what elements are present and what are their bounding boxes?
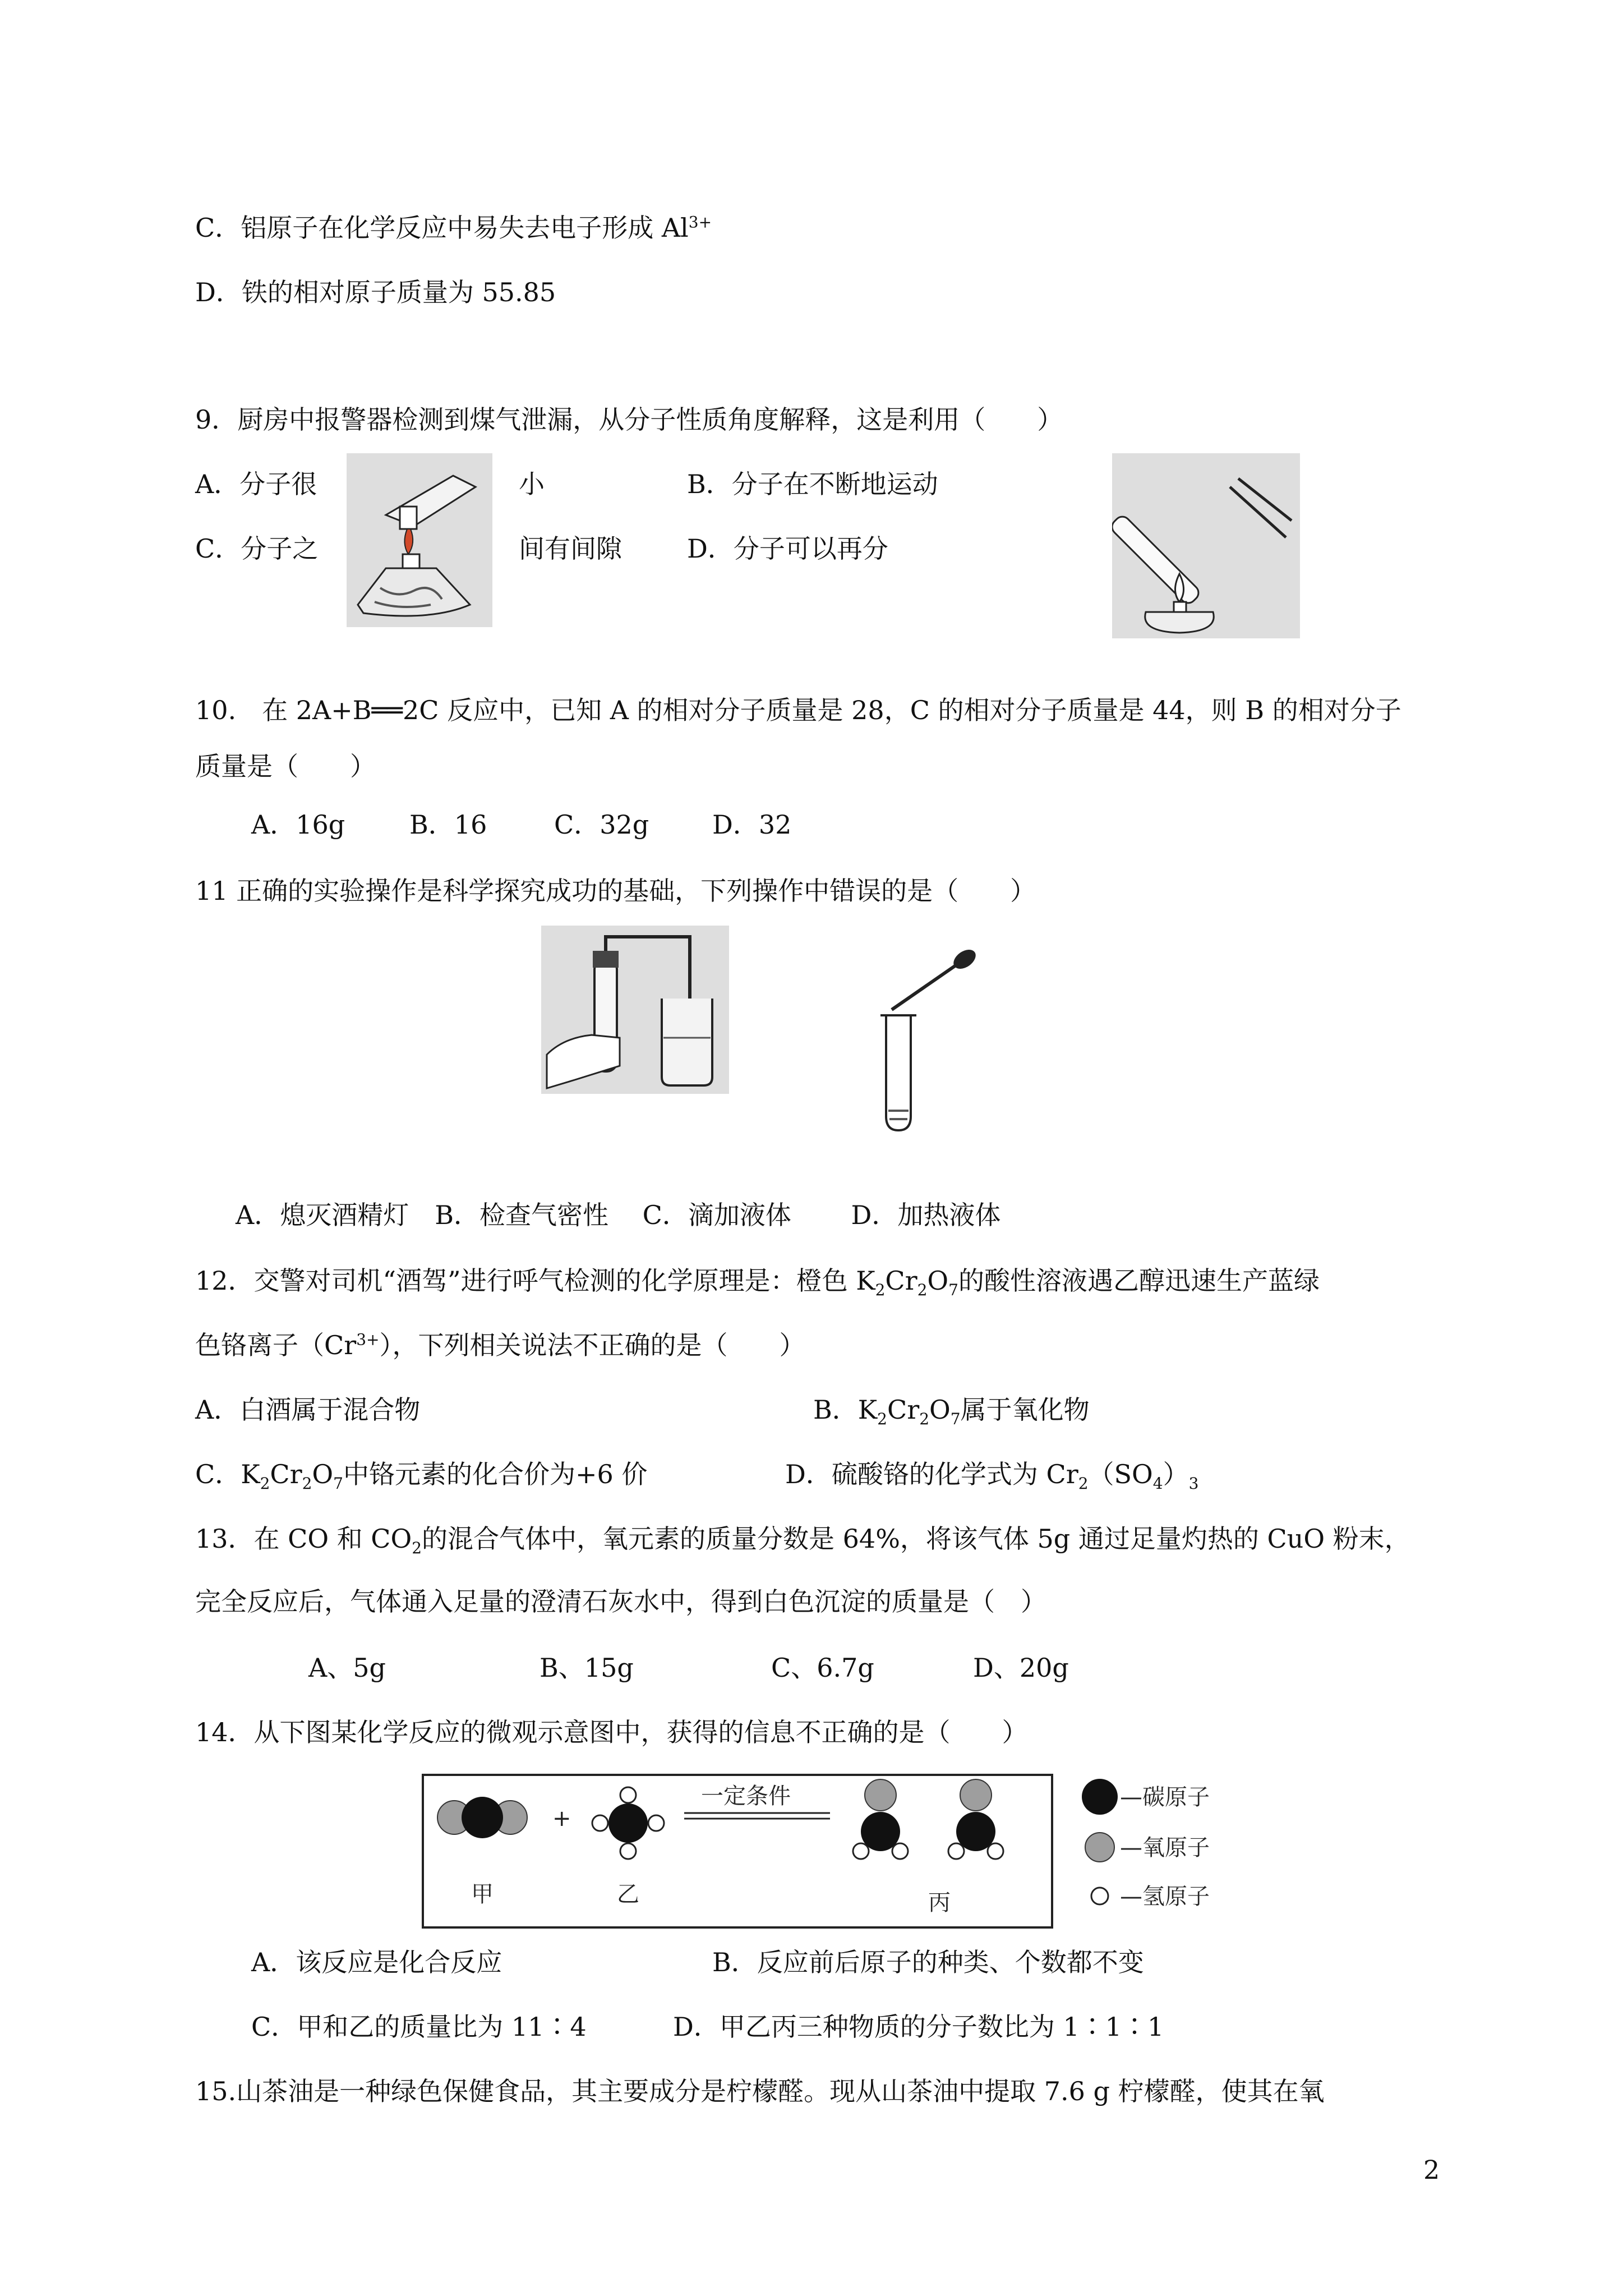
hydrogen-atom-symbol <box>1091 1888 1108 1904</box>
q10-option-d: D．32 <box>712 809 792 840</box>
q11-stem: 11 正确的实验操作是科学探究成功的基础，下列操作中错误的是（ ） <box>195 876 1036 906</box>
q13-line1: 13．在 CO 和 $CO_2$的混合气体中，氧元素的质量分数是 64%，将该气体 5g 通过足量灼热的 CuO 粉末， <box>195 1524 1410 1558</box>
q14-option-c: C．甲和乙的质量比为 11∶4 <box>251 2012 587 2042</box>
reaction-microscopic-diagram <box>421 1773 1054 1930</box>
q12-option-b: B．$K_2Cr_2O_7$属于氧化物 <box>813 1395 1090 1429</box>
reaction-condition: 一定条件 <box>701 1783 791 1809</box>
label-yi: 乙 <box>617 1881 639 1907</box>
q9-option-c: C．分子之 <box>195 533 319 564</box>
q14-stem: 14．从下图某化学反应的微观示意图中，获得的信息不正确的是（ ） <box>195 1717 1028 1747</box>
legend-carbon: —碳原子 <box>1120 1784 1210 1810</box>
q10-stem-line2: 质量是（ ） <box>195 751 376 781</box>
q9-stem: 9．厨房中报警器检测到煤气泄漏，从分子性质角度解释，这是利用（ ） <box>195 404 1063 435</box>
diagram-plus: + <box>552 1806 571 1832</box>
q9-option-a: A．分子很 <box>195 469 317 499</box>
carbon-atom-symbol <box>1082 1779 1118 1815</box>
q12-line2: 色铬离子$(Cr^{3+})$，下列相关说法不正确的是（ ） <box>195 1330 805 1360</box>
q12-line1: 12．交警对司机“酒驾”进行呼气检测的化学原理是：橙色 $K_2Cr_2O_7$的酸性溶液遇乙醇迅速生产蓝绿 <box>195 1266 1320 1300</box>
label-jia: 甲 <box>471 1881 494 1907</box>
page-number: 2 <box>1423 2155 1440 2185</box>
co2-molecule <box>437 1797 527 1838</box>
q10-option-b: B．16 <box>409 809 487 840</box>
q13-option-a: A、5g <box>308 1653 386 1683</box>
label-bing: 丙 <box>928 1890 951 1916</box>
q9-option-d: D．分子可以再分 <box>687 533 888 564</box>
q10-option-a: A．16g <box>251 809 345 840</box>
q10-option-c: C．32g <box>554 809 649 840</box>
q13-option-c: C、6.7g <box>771 1653 874 1683</box>
dropping-liquid-image <box>875 948 981 1139</box>
q12-option-d: D．硫酸铬的化学式为 $Cr_2(SO_4)_3$ <box>785 1459 1199 1493</box>
legend-oxygen: —氧原子 <box>1120 1835 1210 1861</box>
q12-option-c: C．$K_2Cr_2O_7$中铬元素的化合价为+6 价 <box>195 1459 648 1493</box>
q12-option-a: A．白酒属于混合物 <box>195 1395 421 1425</box>
q14-option-b: B．反应前后原子的种类、个数都不变 <box>712 1947 1144 1977</box>
q13-line2: 完全反应后，气体通入足量的澄清石灰水中，得到白色沉淀的质量是（ ） <box>195 1586 1046 1617</box>
q10-stem-line1: 10. 在 2A+B══2C 反应中，已知 A 的相对分子质量是 28，C 的相对分子质量是 44，则 B 的相对分子 <box>195 695 1401 725</box>
q14-option-d: D．甲乙丙三种物质的分子数比为 1∶1∶1 <box>673 2012 1164 2042</box>
q9-option-b: B．分子在不断地运动 <box>687 469 938 499</box>
q11-options: A．熄灭酒精灯 B．检查气密性 C．滴加液体 D．加热液体 <box>236 1200 1001 1230</box>
q15-line1: 15.山茶油是一种绿色保健食品，其主要成分是柠檬醛。现从山茶油中提取 7.6 g 柠檬醛，使其在氧 <box>195 2076 1325 2106</box>
airtightness-check-image <box>541 926 729 1094</box>
q13-option-b: B、15g <box>540 1653 634 1683</box>
q8-option-d: D．铁的相对原子质量为 55.85 <box>195 277 556 307</box>
lighting-alcohol-lamp-image <box>347 453 492 627</box>
heating-test-tube-image <box>1112 453 1300 638</box>
atom-legend <box>1080 1775 1281 1921</box>
q13-option-d: D、20g <box>973 1653 1069 1683</box>
oxygen-atom-symbol <box>1085 1833 1114 1862</box>
q8-option-c: C．铝原子在化学反应中易失去电子形成 $Al^{3+}$ <box>195 213 712 243</box>
legend-hydrogen: —氢原子 <box>1120 1884 1210 1910</box>
q14-option-a: A．该反应是化合反应 <box>251 1947 502 1977</box>
q9-option-a-cont: 小 <box>519 469 545 499</box>
q9-option-c-cont: 间有间隙 <box>519 533 622 564</box>
